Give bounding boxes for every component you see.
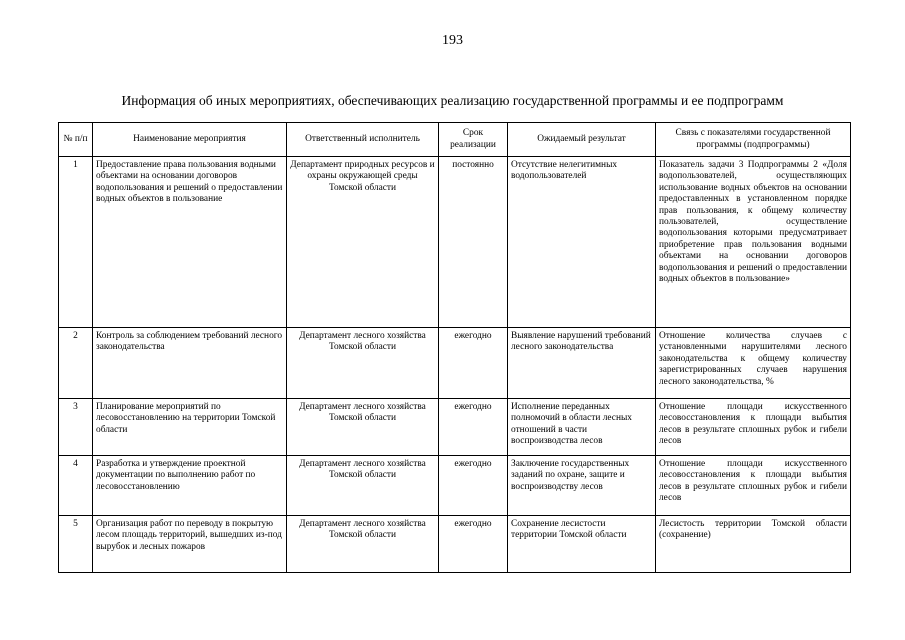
cell-executor: Департамент лесного хозяйства Томской области	[287, 399, 439, 456]
cell-executor: Департамент природных ресурсов и охраны окружающей среды Томской области	[287, 157, 439, 328]
header-name: Наименование мероприятия	[93, 123, 287, 157]
header-executor: Ответственный исполнитель	[287, 123, 439, 157]
page-number: 193	[442, 33, 463, 48]
cell-executor: Департамент лесного хозяйства Томской области	[287, 328, 439, 399]
cell-term: постоянно	[439, 157, 508, 328]
cell-result: Отсутствие нелегитимных водопользователей	[508, 157, 656, 328]
header-result: Ожидаемый результат	[508, 123, 656, 157]
cell-link: Отношение количества случаев с установленными нарушителями лесного законодательства к общему количеству зарегистрированных случаев нарушения лесного законодательства, %	[656, 328, 851, 399]
table-row	[59, 516, 851, 573]
cell-num: 3	[59, 399, 93, 456]
cell-link: Отношение площади искусственного лесовосстановления к площади выбытия лесов в результате сплошных рубок и гибели лесов	[656, 456, 851, 516]
activities-table	[58, 122, 851, 573]
cell-name: Организация работ по переводу в покрытую лесом площадь территорий, вышедших из-под вырубок и лесных пожаров	[93, 516, 287, 573]
header-term: Срок реализации	[439, 123, 508, 157]
cell-num: 1	[59, 157, 93, 328]
cell-executor: Департамент лесного хозяйства Томской области	[287, 516, 439, 573]
cell-term: ежегодно	[439, 328, 508, 399]
cell-num: 4	[59, 456, 93, 516]
cell-term: ежегодно	[439, 516, 508, 573]
cell-result: Исполнение переданных полномочий в области лесных отношений в части воспроизводства лесов	[508, 399, 656, 456]
cell-name: Предоставление права пользования водными объектами на основании договоров водопользования и решений о предоставлении водных объектов в пользование	[93, 157, 287, 328]
cell-result: Выявление нарушений требований лесного законодательства	[508, 328, 656, 399]
cell-link: Показатель задачи 3 Подпрограммы 2 «Доля водопользователей, осуществляющих использование водных объектов на основании предоставленных в установленном порядке прав пользования, к общему количеству пользователей, осуществление водопользования которыми предусматривает приобретение прав пользования водными объектами на основании договоров водопользования и решений о предоставлении водных объектов в пользование»	[656, 157, 851, 328]
cell-link: Отношение площади искусственного лесовосстановления к площади выбытия лесов в результате сплошных рубок и гибели лесов	[656, 399, 851, 456]
table-row	[59, 399, 851, 456]
cell-name: Разработка и утверждение проектной документации по выполнению работ по лесовосстановлению	[93, 456, 287, 516]
cell-term: ежегодно	[439, 399, 508, 456]
cell-link: Лесистость территории Томской области (сохранение)	[656, 516, 851, 573]
table-header-row	[59, 123, 851, 157]
cell-executor: Департамент лесного хозяйства Томской области	[287, 456, 439, 516]
cell-name: Контроль за соблюдением требований лесного законодательства	[93, 328, 287, 399]
cell-num: 5	[59, 516, 93, 573]
header-link: Связь с показателями государственной программы (подпрограммы)	[656, 123, 851, 157]
cell-result: Сохранение лесистости территории Томской области	[508, 516, 656, 573]
cell-name: Планирование мероприятий по лесовосстановлению на территории Томской области	[93, 399, 287, 456]
cell-term: ежегодно	[439, 456, 508, 516]
table-row	[59, 456, 851, 516]
cell-num: 2	[59, 328, 93, 399]
header-num: № п/п	[59, 123, 93, 157]
document-title: Информация об иных мероприятиях, обеспечивающих реализацию государственной программы и ее подпрограмм	[121, 93, 784, 108]
table-row	[59, 328, 851, 399]
cell-result: Заключение государственных заданий по охране, защите и воспроизводству лесов	[508, 456, 656, 516]
table-row	[59, 157, 851, 328]
